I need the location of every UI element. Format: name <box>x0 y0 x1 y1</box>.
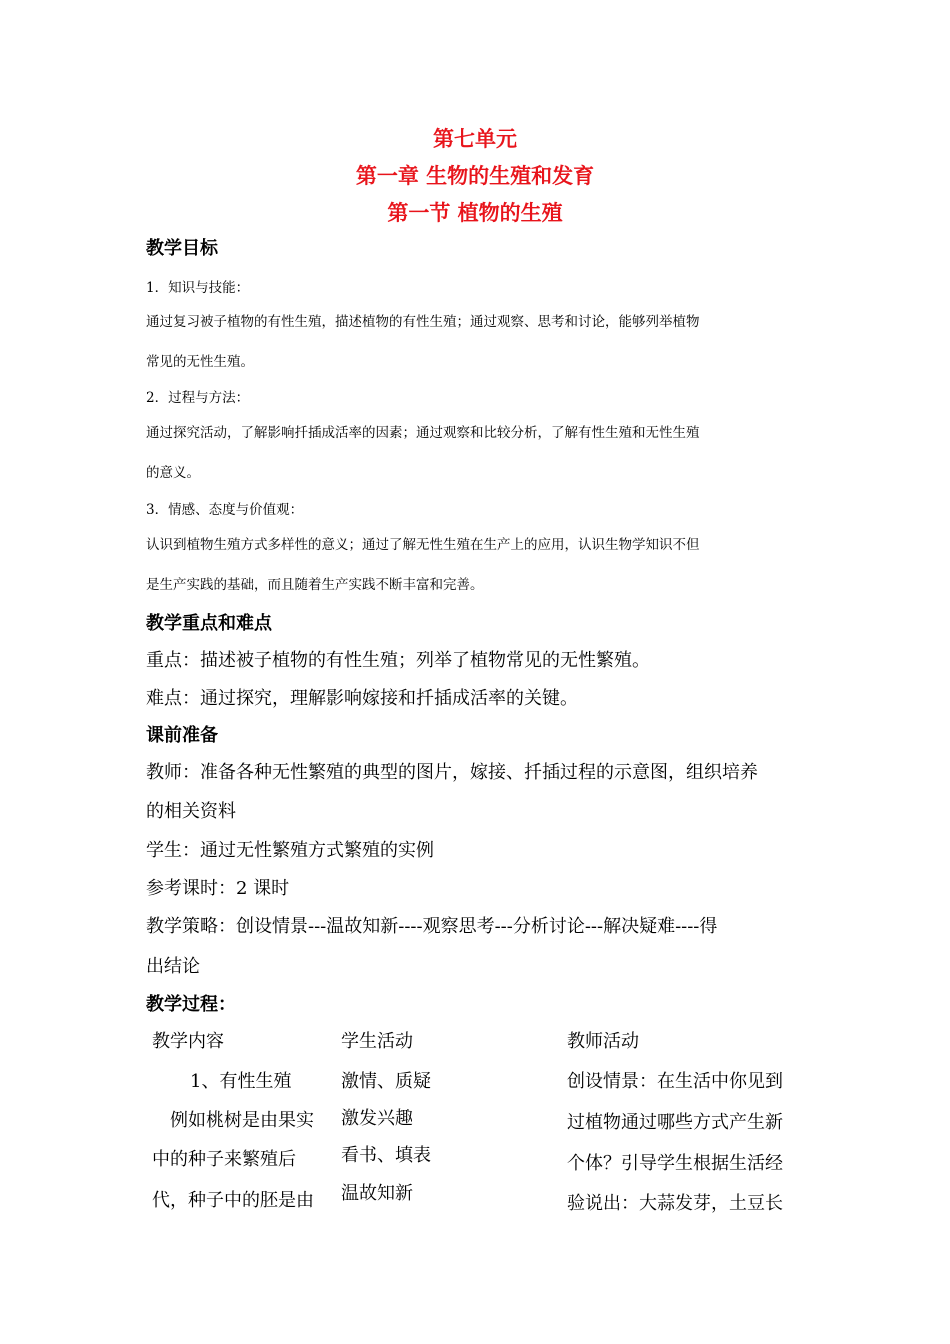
chapter-title: 第一章 生物的生殖和发育 <box>355 164 595 188</box>
key-points-heading: 教学重点和难点 <box>146 613 272 634</box>
teaching-strategy-line2: 出结论 <box>146 956 200 977</box>
objective-1-text-line2: 常见的无性生殖。 <box>146 354 254 370</box>
content-cell: 代，种子中的胚是由 <box>152 1190 314 1211</box>
objective-2-label: 2．过程与方法： <box>146 390 250 406</box>
content-cell: 例如桃树是由果实 <box>170 1110 314 1131</box>
column-header-content: 教学内容 <box>152 1031 224 1052</box>
reference-hours: 参考课时：2 课时 <box>146 878 290 899</box>
teacher-cell: 创设情景：在生活中你见到 <box>567 1071 783 1092</box>
section-title: 第一节 植物的生殖 <box>387 201 563 225</box>
teacher-cell: 过植物通过哪些方式产生新 <box>567 1112 783 1133</box>
preparation-heading: 课前准备 <box>146 725 218 746</box>
student-preparation: 学生：通过无性繁殖方式繁殖的实例 <box>146 840 434 861</box>
column-header-teacher: 教师活动 <box>567 1031 639 1052</box>
unit-title: 第七单元 <box>433 127 517 151</box>
objective-2-text-line2: 的意义。 <box>146 465 200 481</box>
content-cell: 中的种子来繁殖后 <box>152 1149 296 1170</box>
content-cell: 1、有性生殖 <box>190 1071 292 1092</box>
objective-1-label: 1．知识与技能： <box>146 280 250 296</box>
objectives-heading: 教学目标 <box>146 238 218 259</box>
focus-text: 重点：描述被子植物的有性生殖；列举了植物常见的无性繁殖。 <box>146 650 650 671</box>
student-cell: 激发兴趣 <box>341 1108 413 1129</box>
student-cell: 温故知新 <box>341 1183 413 1204</box>
difficulty-text: 难点：通过探究，理解影响嫁接和扦插成活率的关键。 <box>146 688 578 709</box>
objective-2-text-line1: 通过探究活动，了解影响扦插成活率的因素；通过观察和比较分析，了解有性生殖和无性生殖 <box>146 425 700 441</box>
teacher-cell: 验说出：大蒜发芽，土豆长 <box>567 1193 783 1214</box>
teacher-preparation-line1: 教师：准备各种无性繁殖的典型的图片，嫁接、扦插过程的示意图，组织培养 <box>146 762 758 783</box>
process-heading: 教学过程： <box>146 994 236 1015</box>
objective-1-text-line1: 通过复习被子植物的有性生殖，描述植物的有性生殖；通过观察、思考和讨论，能够列举植物 <box>146 314 700 330</box>
objective-3-text-line1: 认识到植物生殖方式多样性的意义；通过了解无性生殖在生产上的应用，认识生物学知识不但 <box>146 537 700 553</box>
objective-3-label: 3．情感、态度与价值观： <box>146 502 304 518</box>
teacher-cell: 个体？引导学生根据生活经 <box>567 1153 783 1174</box>
column-header-student: 学生活动 <box>341 1031 413 1052</box>
teacher-preparation-line2: 的相关资料 <box>146 801 236 822</box>
student-cell: 看书、填表 <box>341 1145 431 1166</box>
student-cell: 激情、质疑 <box>341 1071 431 1092</box>
objective-3-text-line2: 是生产实践的基础，而且随着生产实践不断丰富和完善。 <box>146 577 484 593</box>
teaching-strategy-line1: 教学策略：创设情景---温故知新----观察思考---分析讨论---解决疑难----得 <box>146 916 718 937</box>
